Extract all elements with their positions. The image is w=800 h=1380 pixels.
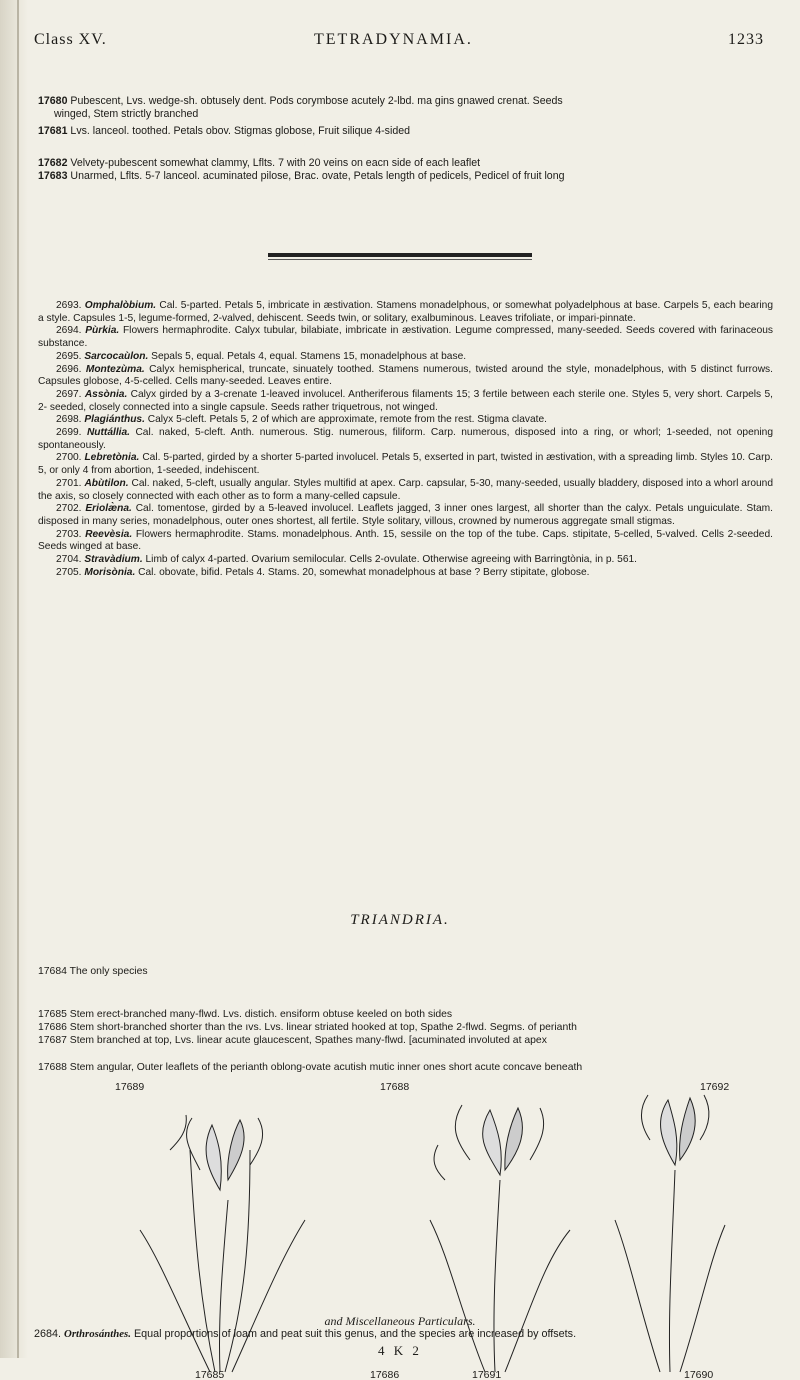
entry-row [38,170,773,183]
genus-paragraph: 2700. Lebretònia. Cal. 5-parted, girded by a shorter 5-parted involucel. Petals 5, exserted in part, twisted in æstivation, with a spreading limb. Styles 10. Carp. 5, or only 4 from abortion, 1-seeded, indehiscent. [38,452,773,477]
genus-name: Morisònia. [84,566,136,578]
footer-entry-text: Equal proportions of loam and peat suit this genus, and the species are increased by offsets. [133,1328,577,1340]
genus-name: Plagiánthus. [84,414,145,426]
plate-label: 17685 [195,1369,225,1380]
entry-row [38,157,773,170]
plate-label: 17688 [380,1081,410,1093]
genus-name: Reevèsia. [85,528,133,540]
entry-continuation: winged, Stem strictly branched [54,108,199,120]
genus-name: Eriolæ̀na. [85,503,132,515]
genus-descriptions [38,300,773,579]
signature-mark: 4 K 2 [378,1343,422,1358]
genus-name: Omphalòbium. [84,300,157,311]
entry-number: 17684 [38,966,67,977]
genus-paragraph: 2699. Nuttállia. Cal. naked, 5-cleft. Anth. numerous. Stig. numerous, filiform. Carp. numerous, disposed into a ring, or whorl; 1-seeded, not opening spontaneously. [38,427,773,451]
entry-text: Stem erect-branched many-flwd. Lvs. distich. ensiform obtuse keeled on both sides [69,1009,453,1020]
entry-number: 17688 [38,1062,67,1073]
entry-text: Stem angular, Outer leaflets of the perianth oblong-ovate acutish mutic inner ones short acute concave beneath [69,1062,583,1073]
genus-paragraph: 2698. Plagiánthus. Calyx 5-cleft. Petals 5, 2 of which are approximate, remote from the rest. Stigma clavate. [56,414,547,426]
entry-text: Stem branched at top, Lvs. linear acute glaucescent, Spathes many-flwd. [acuminated involuted at apex [69,1035,547,1046]
page-title: TETRADYNAMIA. [314,31,473,48]
running-header [34,31,764,55]
genus-paragraph: 2693. Omphalòbium. Cal. 5-parted. Petals 5, imbricate in æstivation. Stamens monadelphous, or somewhat polyadelphous at base. Carpels 5, each bearing a style. Capsules 1-5, legume-formed, 2-valved, dehiscent. Seeds twin, or solitary, exalbuminous. Leaves trifoliate, or impari-pinnate. [38,300,773,324]
plate-label: 17692 [700,1081,730,1093]
genus-paragraph: 2696. Montezùma. Calyx hemispherical, truncate, sinuately toothed. Stamens numerous, twisted around the style, monadelphous, with 5 distinct furrows. Capsules globose, 4-5-celled. Cells many-seeded. Leaves entire. [38,363,773,388]
genus-paragraph: 2702. Eriolæ̀na. Cal. tomentose, girded by a 5-leaved involucel. Leaflets jagged, 3 inner ones largest, all shorter than the calyx. Petals unguiculate. Stam. disposed in many series, monadelphous, outer ones shortest, all fertile. Style solitary, villous, crowned by numerous aggregate small stigmas. [38,503,773,527]
genus-name: Sarcocaùlon. [84,350,149,362]
section-rule [268,253,532,257]
entry-row [38,1008,773,1021]
bottom-region [0,1314,800,1358]
plate-label: 17690 [684,1369,714,1380]
entry-text: Stem short-branched shorter than the ıvs. Lvs. linear striated hooked at top, Spathe 2-flwd. Segms. of perianth [69,1022,577,1033]
entry-row [38,1061,773,1074]
entry-number: 17685 [38,1009,67,1020]
genus-paragraph: 2705. Morisònia. Cal. obovate, bifid. Petals 4. Stams. 20, somewhat monadelphous at base ? Berry stipitate, globose. [56,566,590,578]
genus-paragraph: 2694. Pùrkia. Flowers hermaphrodite. Calyx tubular, bilabiate, imbricate in æstivation. Legume compressed, many-seeded. Seeds covered with farinaceous substance. [38,325,773,350]
entry-number: 17680 [38,95,68,107]
entry-row [38,1034,773,1047]
footer-entry-number: 2684. [34,1328,62,1340]
entry-row [38,95,773,121]
plate-label: 17691 [472,1369,502,1380]
footer-genus-name: Orthrosánthes. [64,1328,131,1340]
entry-number: 17681 [38,125,68,137]
entry-number: 17687 [38,1035,67,1046]
genus-paragraph: 2704. Stravàdium. Limb of calyx 4-parted. Ovarium semilocular. Cells 2-ovulate. Otherwise agreeing with Barringtònia, in p. 561. [56,554,638,566]
genus-paragraph: 2697. Assònia. Calyx girded by a 3-crenate 1-leaved involucel. Antheriferous filaments 15; 3 fertile between each sterile one. Styles 5, very short. Carpels 5, 2- seeded, closely connected into a single capsule. Seeds rather triquetrous, not winged. [38,388,773,413]
entry-row [38,1021,773,1034]
entry-number: 17686 [38,1022,67,1033]
entry-text: Pubescent, Lvs. wedge-sh. obtusely dent. Pods corymbose acutely 2-lbd. ma gins gnawed crenat. Seeds [70,95,563,107]
plate-label: 17686 [370,1369,400,1380]
genus-name: Montezùma. [85,363,145,375]
entry-text: The only species [69,966,148,977]
gutter-line [17,0,19,1358]
footer-entry [34,1328,774,1340]
genus-paragraph: 2701. Abùtilon. Cal. naked, 5-cleft, usually angular. Styles multifid at apex. Carp. capsular, 5-30, many-seeded, usually bladdery, disposed into a whorl around the axis, so closely connected with each other as to form a many-celled capsule. [38,477,773,502]
entry-text: Velvety-pubescent somewhat clammy, Lflts. 7 with 20 veins on eacn side of each leaflet [70,157,481,169]
page-gutter [0,0,28,1358]
class-label: Class XV. [34,31,107,48]
plate-caption: and Miscellaneous Particulars. [324,1314,476,1328]
plate-label: 17689 [115,1081,145,1093]
section-rule-thin [268,259,532,260]
genus-paragraph: 2695. Sarcocaùlon. Sepals 5, equal. Petals 4, equal. Stamens 15, monadelphous at base. [56,350,467,362]
page-number: 1233 [728,31,764,48]
genus-name: Stravàdium. [84,554,143,566]
entry-row [38,125,773,138]
genus-name: Lebretònia. [84,452,140,464]
section-title: TRIANDRIA. [350,912,450,928]
genus-name: Nuttállia. [86,427,130,439]
entry-text: Lvs. lanceol. toothed. Petals obov. Stigmas globose, Fruit silique 4-sided [70,125,411,137]
genus-paragraph: 2703. Reevèsia. Flowers hermaphrodite. Stams. monadelphous. Anth. 15, sessile on the top of the tube. Caps. stipitate, 5-celled, 5-valved. Cells 2-seeded. Seeds winged at base. [38,528,773,553]
genus-name: Pùrkia. [85,325,120,337]
genus-name: Abùtilon. [84,477,129,489]
entry-row [38,965,773,978]
genus-name: Assònia. [84,388,128,400]
entry-text: Unarmed, Lflts. 5-7 lanceol. acuminated pilose, Brac. ovate, Petals length of pedicels, Pedicel of fruit long [70,170,565,182]
entry-number: 17683 [38,170,68,182]
entry-number: 17682 [38,157,68,169]
